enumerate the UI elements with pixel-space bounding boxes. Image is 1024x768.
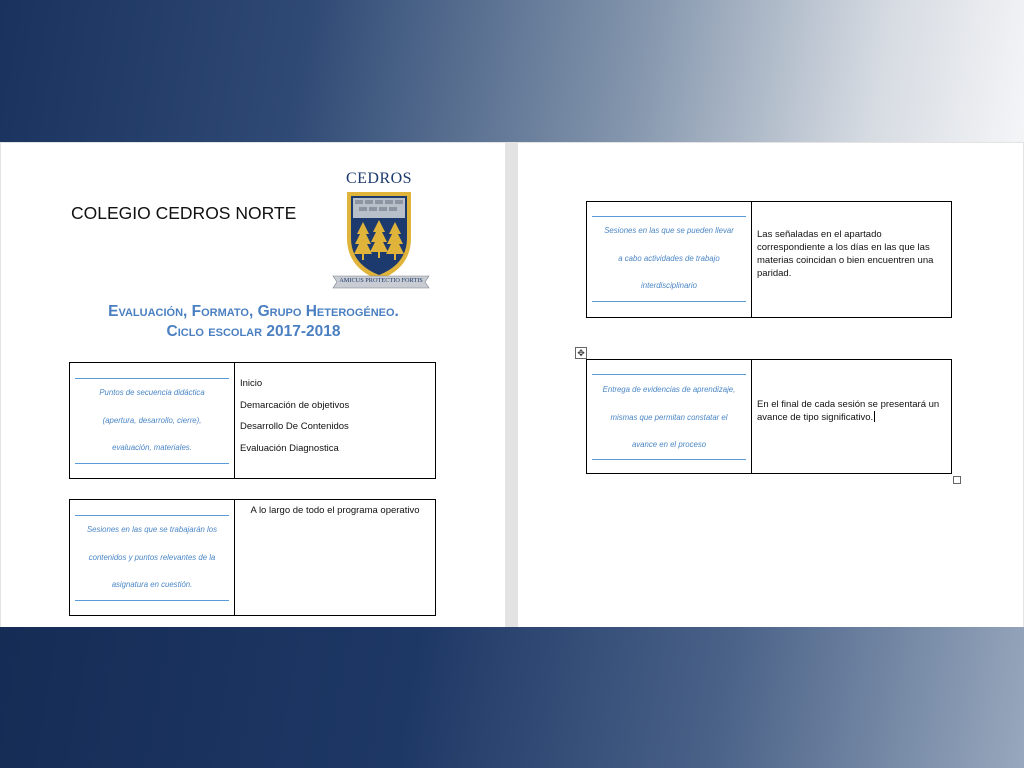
list-item: Evaluación Diagnostica [240, 442, 339, 454]
document-subtitle: Ciclo escolar 2017-2018 [166, 323, 341, 340]
list-item: Desarrollo De Contenidos [240, 421, 349, 432]
rule-bottom [592, 301, 746, 302]
move-icon[interactable]: ✥ [575, 347, 587, 359]
list-item: Demarcación de objetivos [240, 399, 350, 411]
label-text: Sesiones en las que se pueden llevar a cabo actividades de trabajo interdisciplinario [604, 226, 734, 290]
slide-background-bottom [0, 627, 1024, 768]
rule-bottom [75, 463, 229, 464]
table-cell-content[interactable] [235, 500, 436, 616]
label-text: Puntos de secuencia didáctica (apertura, desarrollo, cierre), evaluación, materiales. [99, 388, 205, 452]
label-text: Entrega de evidencias de aprendizaje, mismas que permitan constatar el avance en el proceso [602, 385, 736, 449]
document-title: Evaluación, Formato, Grupo Heterogéneo. [108, 303, 399, 320]
cell-text: A lo largo de todo el programa operativo [250, 505, 420, 516]
table-interdisciplinario[interactable] [586, 201, 952, 318]
school-name: COLEGIO CEDROS NORTE [71, 203, 297, 223]
cell-text: En el final de cada sesión se presentará un avance de tipo significativo. [757, 399, 940, 423]
list-item: Inicio [240, 378, 263, 389]
table-sesiones[interactable] [69, 499, 436, 616]
table-cell-label[interactable] [587, 202, 752, 318]
table-cell-label[interactable] [587, 360, 752, 474]
table-secuencia[interactable] [69, 362, 436, 479]
rule-top [592, 374, 746, 375]
table-cell-content[interactable] [752, 360, 952, 474]
document-page-right[interactable] [518, 143, 1023, 627]
rule-bottom [75, 600, 229, 601]
logo-title: CEDROS [345, 170, 413, 187]
rule-bottom [592, 459, 746, 460]
cell-text: Las señaladas en el apartado correspondiente a los días en las que las materias coincidan o bien encuentren una paridad. [757, 229, 934, 279]
table-cell-content[interactable] [752, 202, 952, 318]
school-logo [329, 170, 433, 290]
shield-crest-icon [329, 188, 433, 290]
slide-background-top [0, 0, 1024, 142]
logo-motto: AMICUS PROTECTIO FORTIS [339, 277, 423, 284]
label-text: Sesiones en las que se trabajarán los contenidos y puntos relevantes de la asignatura en cuestión. [86, 525, 218, 589]
table-cell-label[interactable] [70, 363, 235, 479]
document-page-left[interactable] [1, 143, 505, 627]
table-cell-content[interactable] [235, 363, 436, 479]
resize-handle-icon[interactable] [953, 476, 961, 484]
text-cursor [874, 411, 875, 422]
table-evidencias[interactable] [586, 359, 952, 474]
table-cell-label[interactable] [70, 500, 235, 616]
